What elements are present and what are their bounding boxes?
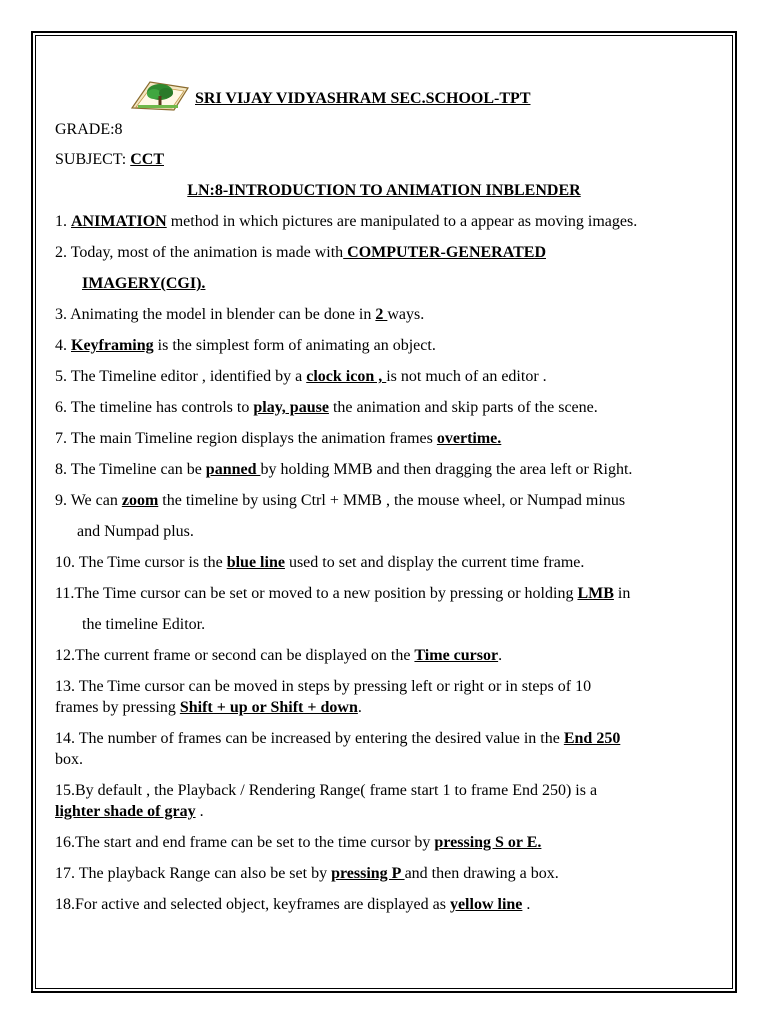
point-2: [55, 242, 715, 263]
document-header: [55, 82, 715, 116]
point-14-cont: box.: [55, 751, 83, 768]
point-15: 15.By default , the Playback / Rendering Range( frame start 1 to frame End 250) is a: [55, 782, 598, 799]
point-10-rest: used to set and display the current time frame.: [284, 554, 585, 571]
subject-value: CCT: [130, 151, 164, 168]
point-10-pre: 10. The Time cursor is the: [55, 554, 227, 571]
point-18-pre: 18.For active and selected object, keyframes are displayed as: [55, 896, 450, 913]
point-16-pre: 16.The start and end frame can be set to the time cursor by: [55, 834, 435, 851]
subject-line: [55, 149, 715, 170]
point-11-key: LMB: [577, 585, 614, 602]
point-17: [55, 863, 715, 884]
point-11-cont: the timeline Editor.: [82, 616, 206, 633]
point-2-key2: IMAGERY(CGI).: [82, 275, 206, 292]
point-13-cont: [55, 697, 715, 718]
point-17-key: pressing P: [331, 865, 405, 882]
point-7-pre: 7. The main Timeline region displays the animation frames: [55, 430, 437, 447]
point-7: [55, 428, 715, 449]
grade-line: GRADE:8: [55, 121, 123, 138]
point-5-pre: 5. The Timeline editor , identified by a: [55, 368, 307, 385]
point-8-pre: 8. The Timeline can be: [55, 461, 206, 478]
point-16-key: pressing S or E.: [434, 834, 542, 851]
point-9: [55, 490, 715, 511]
point-18-key: yellow line: [449, 896, 523, 913]
point-11-pre: 11.The Time cursor can be set or moved to a new position by pressing or holding: [55, 585, 578, 602]
point-11-rest: in: [613, 585, 631, 602]
point-8-key: panned: [205, 461, 261, 478]
point-6: [55, 397, 715, 418]
point-18: [55, 894, 715, 915]
point-13-rest: .: [357, 699, 362, 716]
point-4: [55, 335, 715, 356]
school-logo-tree-book-icon: [130, 78, 190, 112]
point-9-pre: 9. We can: [55, 492, 122, 509]
point-4-rest: is the simplest form of animating an object.: [153, 337, 436, 354]
point-9-cont: and Numpad plus.: [77, 523, 194, 540]
point-15-rest: .: [195, 803, 204, 820]
school-name: SRI VIJAY VIDYASHRAM SEC.SCHOOL-TPT: [195, 90, 531, 107]
point-1-num: 1.: [55, 213, 71, 230]
point-1-key: ANIMATION: [71, 213, 167, 230]
point-18-rest: .: [522, 896, 531, 913]
point-14-pre: 14. The number of frames can be increased by entering the desired value in the: [55, 730, 564, 747]
point-4-key: Keyframing: [71, 337, 154, 354]
point-14: [55, 728, 715, 749]
point-8: [55, 459, 715, 480]
point-4-num: 4.: [55, 337, 71, 354]
point-6-key: play, pause: [253, 399, 329, 416]
point-13: 13. The Time cursor can be moved in steps by pressing left or right or in steps of 10: [55, 678, 592, 695]
lesson-title: LN:8-INTRODUCTION TO ANIMATION INBLENDER: [187, 182, 581, 199]
point-17-rest: and then drawing a box.: [404, 865, 559, 882]
point-13-key: Shift + up or Shift + down: [179, 699, 358, 716]
point-15-key: lighter shade of gray: [55, 803, 196, 820]
point-15-cont: [55, 801, 715, 822]
point-8-rest: by holding MMB and then dragging the area left or Right.: [260, 461, 633, 478]
point-6-rest: the animation and skip parts of the scene.: [328, 399, 598, 416]
point-2-cont: [55, 273, 715, 294]
point-2-key: COMPUTER-GENERATED: [343, 244, 546, 261]
point-13-pre: frames by pressing: [55, 699, 180, 716]
point-5-rest: is not much of an editor .: [386, 368, 547, 385]
point-3-key: 2: [375, 306, 388, 323]
point-3-rest: ways.: [387, 306, 425, 323]
point-2-pre: 2. Today, most of the animation is made with: [55, 244, 344, 261]
point-6-pre: 6. The timeline has controls to: [55, 399, 254, 416]
subject-label: SUBJECT:: [55, 151, 131, 168]
point-9-key: zoom: [121, 492, 159, 509]
document-body: [55, 82, 715, 915]
point-1: [55, 211, 715, 232]
point-11: [55, 583, 715, 604]
point-10: [55, 552, 715, 573]
point-14-key: End 250: [563, 730, 621, 747]
point-12-key: Time cursor: [414, 647, 499, 664]
point-9-rest: the timeline by using Ctrl + MMB , the mouse wheel, or Numpad minus: [158, 492, 626, 509]
point-1-rest: method in which pictures are manipulated to a appear as moving images.: [166, 213, 638, 230]
point-5-key: clock icon ,: [306, 368, 387, 385]
point-16: [55, 832, 715, 853]
point-12: [55, 645, 715, 666]
point-3-pre: 3. Animating the model in blender can be done in: [55, 306, 376, 323]
point-10-key: blue line: [226, 554, 285, 571]
point-12-rest: .: [498, 647, 503, 664]
point-5: [55, 366, 715, 387]
point-12-pre: 12.The current frame or second can be displayed on the: [55, 647, 415, 664]
point-7-key: overtime.: [436, 430, 502, 447]
point-17-pre: 17. The playback Range can also be set by: [55, 865, 332, 882]
point-3: [55, 304, 715, 325]
